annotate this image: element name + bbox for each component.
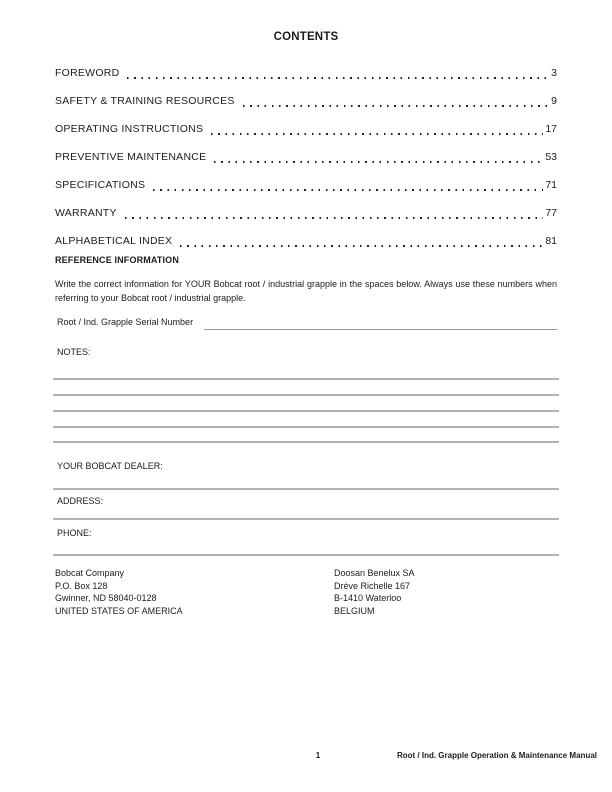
publisher-line: P.O. Box 128 (55, 580, 108, 591)
publisher-line: UNITED STATES OF AMERICA (55, 605, 183, 616)
toc-entry-warranty (55, 199, 557, 227)
toc-entry-label: SAFETY & TRAINING RESOURCES (55, 95, 235, 107)
dot-leader (243, 105, 550, 107)
dot-leader (214, 161, 543, 163)
serial-number-blank-line (204, 329, 557, 330)
toc-entry-page-number: 77 (545, 207, 557, 219)
footer-manual-title: Root / Ind. Grapple Operation & Maintenance Manual (396, 751, 597, 760)
toc-entry-specifications (55, 171, 557, 199)
publisher-line: Drève Richelle 167 (334, 580, 411, 591)
toc-entry-page-number: 81 (545, 235, 557, 247)
toc-entry-page-number: 3 (551, 67, 557, 79)
notes-blank-line (53, 378, 559, 380)
toc-entry-page-number: 17 (545, 123, 557, 135)
reference-information-body: Write the correct information for YOUR Bobcat root / industrial grapple in the spaces below. Always use these numbers when referring to your Bobcat root / industrial grapple. (55, 279, 557, 303)
reference-information-heading: REFERENCE INFORMATION (55, 255, 179, 265)
toc-entry-alphabetical-index (55, 227, 557, 255)
address-blank-line (53, 518, 559, 520)
dealer-label: YOUR BOBCAT DEALER: (57, 461, 163, 471)
publisher-line: Doosan Benelux SA (334, 568, 415, 578)
toc-entry-label: OPERATING INSTRUCTIONS (55, 123, 204, 135)
toc-entry-operating-instructions (55, 115, 557, 143)
toc-entry-label: FOREWORD (55, 67, 120, 79)
notes-blank-line (53, 441, 559, 443)
publisher-line: Gwinner, ND 58040-0128 (55, 593, 157, 604)
dot-leader (153, 189, 543, 191)
toc-entry-preventive-maintenance (55, 143, 557, 171)
toc-entry-page-number: 9 (551, 95, 557, 107)
toc-entry-label: PREVENTIVE MAINTENANCE (55, 151, 207, 163)
notes-label: NOTES: (57, 347, 91, 357)
footer-page-number: 1 (315, 751, 321, 760)
phone-label: PHONE: (57, 528, 92, 538)
table-of-contents (55, 59, 557, 255)
publisher-address-us (55, 567, 183, 617)
dot-leader (211, 133, 543, 135)
dealer-blank-line (53, 488, 559, 490)
toc-entry-safety-training (55, 87, 557, 115)
publisher-line: Bobcat Company (55, 568, 125, 578)
publisher-line: B-1410 Waterloo (334, 593, 402, 604)
toc-entry-label: ALPHABETICAL INDEX (55, 235, 173, 247)
notes-blank-line (53, 426, 559, 428)
page-title: CONTENTS (273, 31, 339, 43)
dot-leader (125, 217, 544, 219)
toc-entry-page-number: 53 (545, 151, 557, 163)
address-label: ADDRESS: (57, 496, 104, 506)
toc-entry-page-number: 71 (545, 179, 557, 191)
toc-entry-label: WARRANTY (55, 207, 117, 219)
serial-number-label: Root / Ind. Grapple Serial Number (57, 317, 194, 327)
notes-blank-line (53, 394, 559, 396)
dot-leader (180, 245, 543, 247)
publisher-line: BELGIUM (334, 605, 375, 616)
toc-entry-foreword (55, 59, 557, 87)
phone-blank-line (53, 554, 559, 556)
toc-entry-label: SPECIFICATIONS (55, 179, 146, 191)
dot-leader (127, 77, 549, 79)
publisher-address-eu (334, 567, 415, 617)
notes-blank-line (53, 410, 559, 412)
